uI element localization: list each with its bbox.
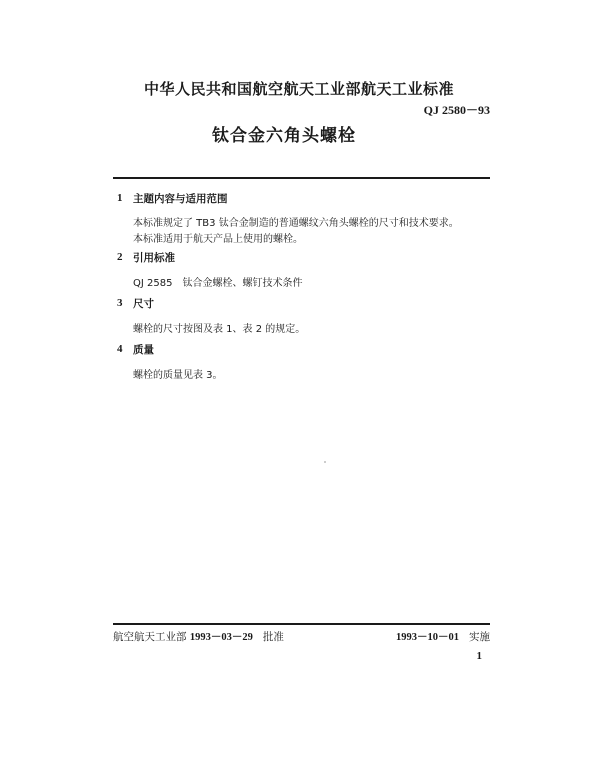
standard-number: QJ 2580－93 <box>423 103 490 117</box>
section-heading: 引用标准 <box>133 252 175 264</box>
section-paragraph: 螺栓的质量见表 3。 <box>133 370 223 381</box>
section-heading: 主题内容与适用范围 <box>133 193 228 205</box>
approval-date: 1993－03－29 <box>189 632 253 643</box>
document-title: 钛合金六角头螺栓 <box>212 126 356 146</box>
approval-label: 批准 <box>262 631 284 643</box>
page-number: 1 <box>476 650 482 662</box>
issuing-organization: 中华人民共和国航空航天工业部航天工业标准 <box>144 80 455 98</box>
effective-date: 1993－10－01 <box>395 632 459 643</box>
footer-divider <box>113 623 490 625</box>
section-number: 1 <box>117 192 123 204</box>
section-paragraph: 本标准适用于航天产品上使用的螺栓。 <box>133 234 303 245</box>
section-number: 2 <box>117 251 123 263</box>
effective-info <box>396 629 490 644</box>
section-heading: 尺寸 <box>133 298 154 310</box>
effective-label: 实施 <box>469 631 490 643</box>
section-paragraph: 本标准规定了 TB3 钛合金制造的普通螺纹六角头螺栓的尺寸和技术要求。 <box>133 218 459 229</box>
section-heading: 质量 <box>133 344 154 356</box>
section-number: 4 <box>117 343 123 355</box>
section-number: 3 <box>117 297 123 309</box>
section-paragraph: 螺栓的尺寸按图及表 1、表 2 的规定。 <box>133 324 306 335</box>
header-divider <box>113 177 490 179</box>
section-paragraph: QJ 2585 钛合金螺栓、螺钉技术条件 <box>133 278 303 289</box>
approval-info <box>113 629 284 644</box>
approving-authority: 航空航天工业部 <box>113 631 187 643</box>
scan-artifact <box>324 461 326 463</box>
